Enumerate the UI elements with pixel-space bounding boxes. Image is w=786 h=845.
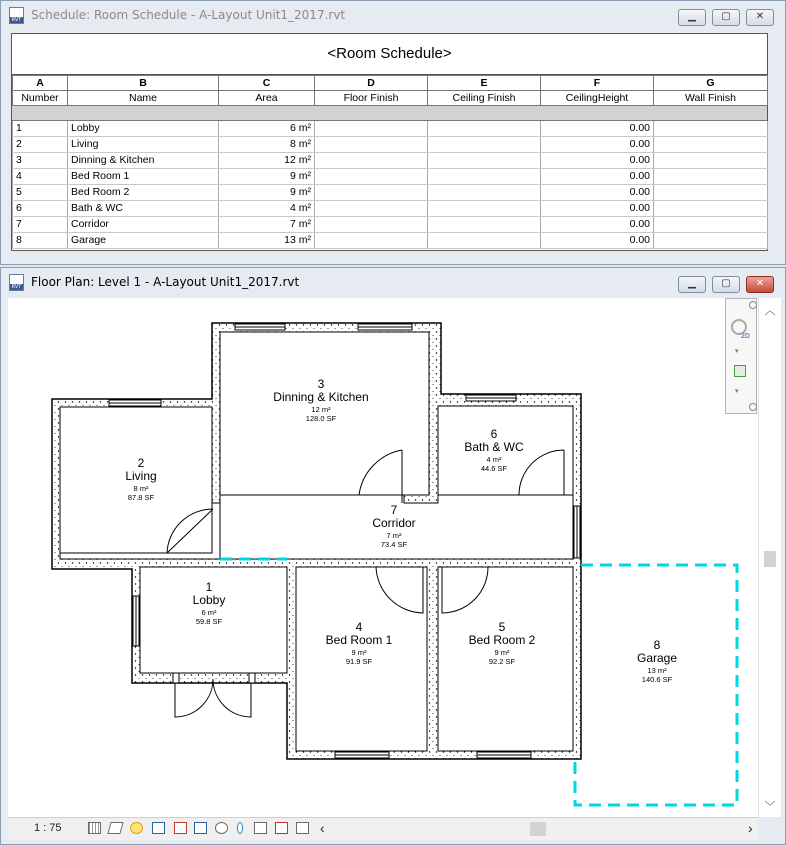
room-number[interactable]: 1 [205,580,213,594]
cell-name[interactable]: Dinning & Kitchen [68,153,219,169]
scroll-left-arrow[interactable]: ‹ [320,820,325,836]
cell-name[interactable]: Bed Room 1 [68,169,219,185]
shadows-icon[interactable] [152,822,165,834]
cell-number[interactable]: 8 [13,233,68,249]
room-area-sf[interactable]: 128.0 SF [305,414,337,423]
maximize-button[interactable]: ▢ [712,9,740,26]
chevron-down-icon[interactable]: ▾ [735,348,739,355]
room-area-metric[interactable]: 6 m² [201,608,217,617]
cell-wall-finish[interactable] [654,185,768,201]
column-header-name[interactable]: Name [68,91,219,106]
scroll-up-arrow[interactable]: ︿ [764,305,776,317]
2d-label: 2D [741,333,750,340]
room-area-sf[interactable]: 91.9 SF [345,657,373,666]
table-row[interactable] [13,169,768,185]
floor-plan-window [0,267,786,845]
cell-area[interactable]: 9 m² [219,169,315,185]
floor-plan-drawing [8,298,758,817]
column-header-wall-finish[interactable]: Wall Finish [654,91,768,106]
show-analytical-model-icon[interactable] [296,822,309,834]
schedule-rows [12,121,768,249]
crop-view-icon[interactable] [174,822,187,834]
show-crop-region-icon[interactable] [194,822,207,834]
room-number[interactable]: 7 [390,503,398,517]
cell-number[interactable]: 7 [13,217,68,233]
cell-number[interactable]: 5 [13,185,68,201]
cell-floor-finish[interactable] [315,185,428,201]
cell-ceiling-finish[interactable] [428,201,541,217]
unlocked-3d-view-icon[interactable] [215,822,228,834]
revit-file-icon [9,274,24,291]
cell-number[interactable]: 4 [13,169,68,185]
cell-number[interactable]: 3 [13,153,68,169]
column-header-number[interactable]: Number [13,91,68,106]
cell-ceiling-height[interactable]: 0.00 [541,233,654,249]
cell-number[interactable]: 2 [13,137,68,153]
cell-ceiling-height[interactable]: 0.00 [541,121,654,137]
options-icon[interactable] [749,403,757,411]
cell-name[interactable]: Bath & WC [68,201,219,217]
room-number[interactable]: 3 [317,377,325,391]
minimize-button[interactable]: ▁ [678,276,706,293]
table-row[interactable] [13,137,768,153]
drawing-canvas[interactable] [8,298,758,817]
cell-number[interactable]: 1 [13,121,68,137]
schedule-window [0,0,786,265]
cell-name[interactable]: Corridor [68,217,219,233]
cell-ceiling-finish[interactable] [428,185,541,201]
cell-area[interactable]: 7 m² [219,217,315,233]
room-area-metric[interactable]: 12 m² [311,405,331,414]
scroll-right-arrow[interactable]: › [748,820,753,836]
scroll-down-arrow[interactable]: ﹀ [764,801,776,813]
floor-plan-titlebar[interactable] [1,268,785,296]
table-row[interactable] [13,153,768,169]
view-control-bar [8,817,758,840]
room-area-metric[interactable]: 13 m² [647,666,667,675]
column-letter[interactable]: A [13,76,68,91]
cell-wall-finish[interactable] [654,201,768,217]
close-button[interactable]: ✕ [746,276,774,293]
maximize-button[interactable]: ▢ [712,276,740,293]
sun-path-icon[interactable] [130,822,143,834]
cell-ceiling-finish[interactable] [428,169,541,185]
cell-ceiling-finish[interactable] [428,233,541,249]
floor-plan-window-title: Floor Plan: Level 1 - A-Layout Unit1_2017.rvt [31,275,300,289]
restore-close-button[interactable]: ✕ [746,9,774,26]
room-area-sf[interactable]: 59.8 SF [195,617,223,626]
revit-file-icon [9,7,24,24]
cell-area[interactable]: 4 m² [219,201,315,217]
vertical-scrollbar[interactable] [735,298,781,817]
room-name[interactable]: Lobby [192,593,226,607]
cell-ceiling-height[interactable]: 0.00 [541,201,654,217]
room-number[interactable]: 8 [653,638,661,652]
room-number[interactable]: 5 [498,620,506,634]
room-name[interactable]: Garage [636,651,678,665]
cell-wall-finish[interactable] [654,137,768,153]
column-header-ceiling-height[interactable]: CeilingHeight [541,91,654,106]
room-number[interactable]: 2 [137,456,145,470]
room-number[interactable]: 6 [490,427,498,441]
room-name[interactable]: Bed Room 1 [325,633,393,647]
column-letter[interactable]: C [219,76,315,91]
column-letter[interactable]: G [654,76,768,91]
room-name[interactable]: Corridor [372,516,416,530]
schedule-window-title: Schedule: Room Schedule - A-Layout Unit1_2017.rvt [31,8,346,22]
room-area-metric[interactable]: 9 m² [351,648,367,657]
table-row[interactable] [13,233,768,249]
column-header-ceiling-finish[interactable]: Ceiling Finish [428,91,541,106]
schedule-table [11,33,768,251]
cell-floor-finish[interactable] [315,201,428,217]
room-area-metric[interactable]: 9 m² [494,648,510,657]
table-row[interactable] [13,217,768,233]
cell-ceiling-height[interactable]: 0.00 [541,169,654,185]
cell-name[interactable]: Bed Room 2 [68,185,219,201]
cell-ceiling-height[interactable]: 0.00 [541,185,654,201]
room-area-sf[interactable]: 44.6 SF [480,464,508,473]
cell-floor-finish[interactable] [315,169,428,185]
room-area-metric[interactable]: 7 m² [386,531,402,540]
temporary-hide-icon[interactable] [237,822,243,834]
column-letter[interactable]: E [428,76,541,91]
room-area-sf[interactable]: 87.8 SF [127,493,155,502]
chevron-down-icon[interactable]: ▾ [735,388,739,395]
cell-wall-finish[interactable] [654,169,768,185]
column-letter[interactable]: D [315,76,428,91]
table-row[interactable] [13,121,768,137]
close-nav-icon[interactable] [749,301,757,309]
view-scale[interactable]: 1 : 75 [34,822,62,834]
cell-ceiling-height[interactable]: 0.00 [541,137,654,153]
room-area-sf[interactable]: 73.4 SF [380,540,408,549]
cell-ceiling-height[interactable]: 0.00 [541,217,654,233]
cell-floor-finish[interactable] [315,217,428,233]
cell-number[interactable]: 6 [13,201,68,217]
reveal-hidden-icon[interactable] [254,822,267,834]
cell-wall-finish[interactable] [654,217,768,233]
cell-floor-finish[interactable] [315,233,428,249]
room-area-metric[interactable]: 8 m² [133,484,149,493]
navigation-bar [725,298,757,414]
cell-ceiling-height[interactable]: 0.00 [541,153,654,169]
schedule-heading: <Room Schedule> [12,34,767,75]
cell-ceiling-finish[interactable] [428,153,541,169]
cell-name[interactable]: Lobby [68,121,219,137]
cell-wall-finish[interactable] [654,233,768,249]
column-letter[interactable]: F [541,76,654,91]
header-separator-band [12,106,767,121]
cell-area[interactable]: 12 m² [219,153,315,169]
visual-style-icon[interactable] [107,822,123,834]
cell-name[interactable]: Garage [68,233,219,249]
room-area-sf[interactable]: 92.2 SF [488,657,516,666]
cell-wall-finish[interactable] [654,153,768,169]
room-name[interactable]: Dinning & Kitchen [273,390,369,404]
room-area-metric[interactable]: 4 m² [486,455,502,464]
minimize-button[interactable]: ▁ [678,9,706,26]
column-header-floor-finish[interactable]: Floor Finish [315,91,428,106]
horizontal-scroll-thumb[interactable] [530,822,546,836]
column-letter[interactable]: B [68,76,219,91]
cell-area[interactable]: 8 m² [219,137,315,153]
cell-area[interactable]: 9 m² [219,185,315,201]
cell-ceiling-finish[interactable] [428,217,541,233]
scroll-thumb[interactable] [764,551,776,567]
room-name[interactable]: Bed Room 2 [468,633,536,647]
room-name[interactable]: Bath & WC [464,440,524,454]
cell-ceiling-finish[interactable] [428,121,541,137]
room-name[interactable]: Living [125,469,157,483]
schedule-titlebar[interactable] [1,1,785,29]
cell-ceiling-finish[interactable] [428,137,541,153]
room-area-sf[interactable]: 140.6 SF [641,675,673,684]
detail-level-icon[interactable] [88,822,101,834]
cell-floor-finish[interactable] [315,121,428,137]
table-row[interactable] [13,185,768,201]
column-header-table [12,75,768,106]
table-row[interactable] [13,201,768,217]
cell-wall-finish[interactable] [654,121,768,137]
cell-name[interactable]: Living [68,137,219,153]
column-header-area[interactable]: Area [219,91,315,106]
zoom-region-icon[interactable] [734,365,746,377]
temporary-view-properties-icon[interactable] [275,822,288,834]
cell-floor-finish[interactable] [315,153,428,169]
cell-area[interactable]: 13 m² [219,233,315,249]
room-number[interactable]: 4 [355,620,363,634]
cell-floor-finish[interactable] [315,137,428,153]
cell-area[interactable]: 6 m² [219,121,315,137]
